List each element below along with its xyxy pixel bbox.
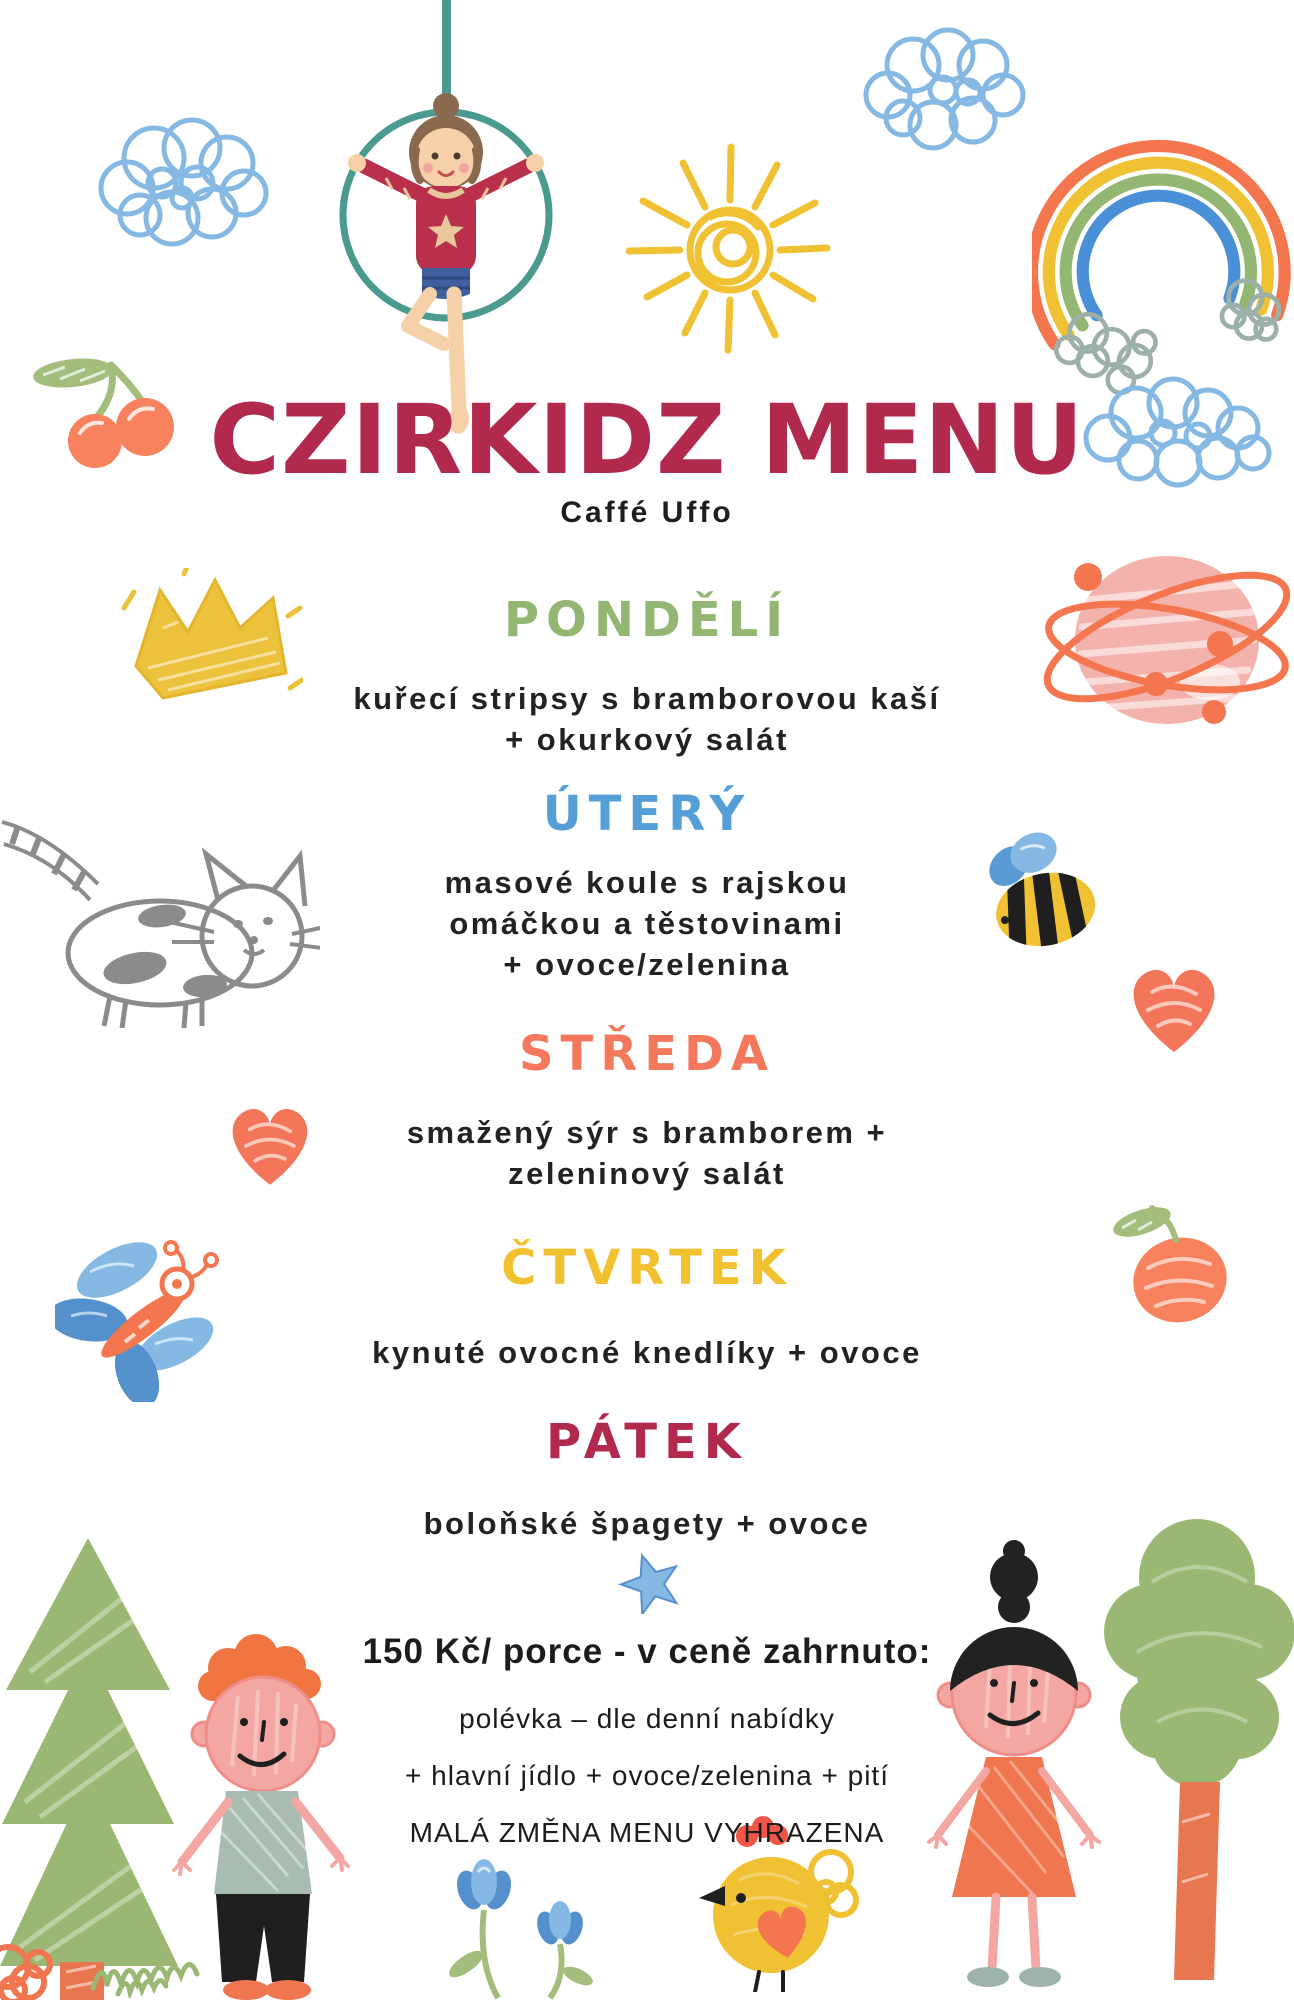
day-menu-monday (0, 678, 1294, 760)
menu-line: zeleninový salát (508, 1156, 786, 1191)
day-menu-thursday (0, 1332, 1294, 1373)
menu-line: omáčkou a těstovinami (449, 906, 845, 941)
detail-line-soup: polévka – dle denní nabídky (459, 1703, 835, 1734)
page-title: CZIRKIDZ MENU (209, 384, 1085, 496)
day-heading-thursday: ČTVRTEK (501, 1240, 793, 1296)
menu-line: kynuté ovocné knedlíky + ovoce (372, 1335, 922, 1370)
menu-line: boloňské špagety + ovoce (423, 1506, 871, 1541)
menu-line: masové koule s rajskou (444, 865, 850, 900)
menu-line: kuřecí stripsy s bramborovou kaší (353, 681, 941, 716)
day-heading-wednesday: STŘEDA (518, 1026, 776, 1082)
day-menu-wednesday (0, 1112, 1294, 1194)
rainbow-icon (1032, 52, 1294, 408)
star-icon (618, 1552, 684, 1614)
day-menu-friday (0, 1503, 1294, 1544)
detail-line-included: + hlavní jídlo + ovoce/zelenina + pití (405, 1760, 889, 1791)
price-line: 150 Kč/ porce - v ceně zahrnuto: (362, 1632, 932, 1671)
menu-line: smažený sýr s bramborem + (406, 1115, 888, 1150)
day-heading-tuesday: ÚTERÝ (542, 786, 752, 842)
cloud-icon (858, 20, 1028, 165)
day-menu-tuesday (0, 862, 1294, 985)
flower-drawing (438, 1852, 608, 2000)
day-heading-friday: PÁTEK (546, 1414, 748, 1470)
cloud-icon (92, 103, 277, 263)
day-heading-monday: PONDĚLÍ (503, 592, 791, 648)
sun-icon (615, 135, 845, 365)
detail-line-disclaimer: MALÁ ZMĚNA MENU VYHRAZENA (409, 1817, 885, 1848)
page-subtitle: Caffé Uffo (560, 496, 734, 529)
menu-line: + ovoce/zelenina (503, 947, 791, 982)
price-details (0, 1690, 1294, 1861)
menu-line: + okurkový salát (505, 722, 789, 757)
corner-scribble-icon (0, 1922, 72, 2000)
aerial-hoop-girl-illustration (326, 0, 566, 450)
